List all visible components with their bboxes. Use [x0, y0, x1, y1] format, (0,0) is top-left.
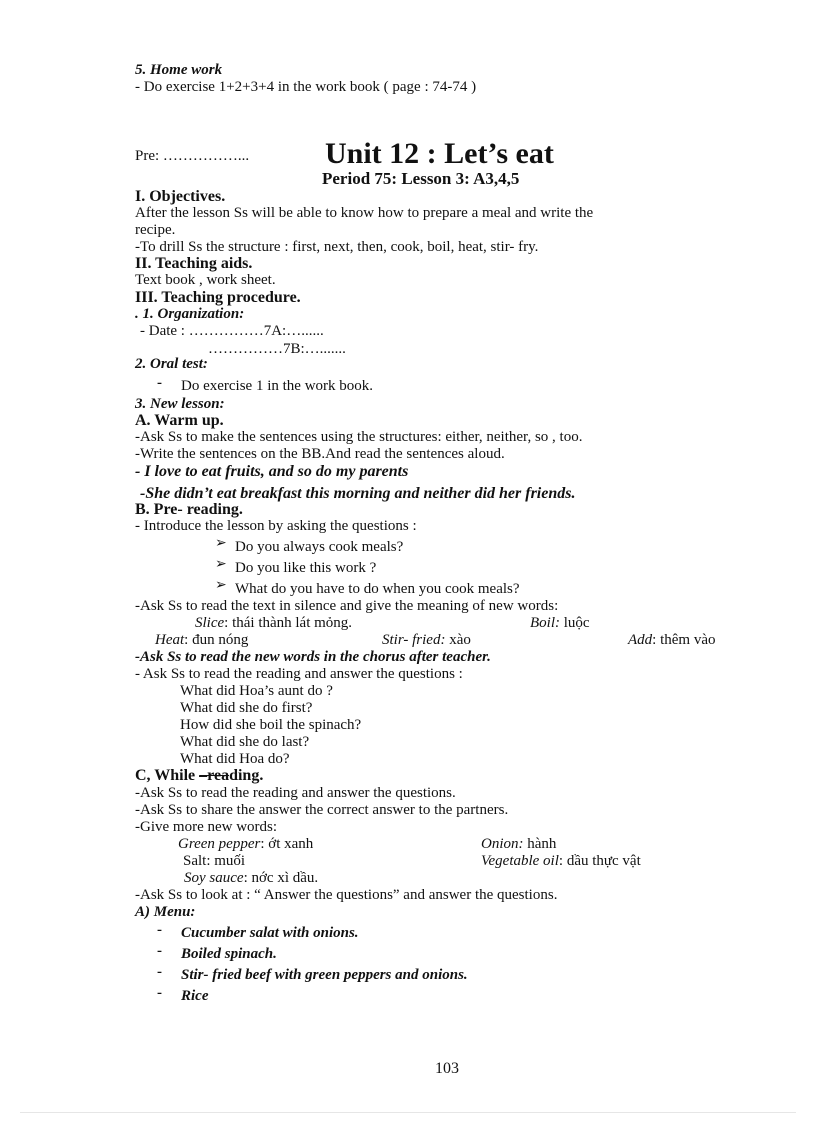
answer-intro-line: - Ask Ss to read the reading and answer the questions : [135, 666, 463, 682]
vocab-word: Heat [155, 632, 185, 648]
page-divider [20, 1112, 796, 1113]
reading-question: How did she boil the spinach? [180, 717, 362, 733]
heading-part: ding. [229, 767, 264, 784]
period-subtitle: Period 75: Lesson 3: A3,4,5 [322, 169, 520, 188]
page-title: Unit 12 : Let’s eat [325, 137, 554, 170]
vocab-meaning: luộc [560, 615, 590, 631]
pre-date: Pre: ……………... [135, 148, 250, 164]
menu-item: Cucumber salat with onions. [181, 925, 359, 941]
whilereading-line-3: -Give more new words: [135, 819, 278, 835]
vocab-word: Stir- fried: [382, 632, 446, 648]
vocab-vegetable-oil [481, 853, 641, 870]
prereading-question: Do you always cook meals? [235, 539, 404, 555]
vocab-salt: Salt: muối [183, 853, 246, 869]
vocab-meaning: hành [523, 836, 557, 852]
page-number: 103 [435, 1060, 459, 1077]
vocab-word: Vegetable oil [481, 853, 559, 869]
date-line-7a: - Date : ……………7A:…...... [140, 323, 324, 339]
vocab-meaning: : dầu thực vật [558, 853, 641, 869]
date-line-7b: ……………7B:…....... [208, 341, 346, 357]
warmup-example-1: - I love to eat fruits, and so do my parents [135, 463, 409, 480]
warmup-heading: A. Warm up. [135, 412, 224, 429]
objectives-heading: I. Objectives. [135, 188, 226, 205]
homework-heading: 5. Home work [135, 62, 223, 78]
prereading-question: What do you have to do when you cook meals? [235, 581, 520, 597]
whilereading-heading [135, 767, 263, 784]
whilereading-line-2: -Ask Ss to share the answer the correct answer to the partners. [135, 802, 509, 818]
objectives-line-3: -To drill Ss the structure : first, next, then, cook, boil, heat, stir- fry. [135, 239, 539, 255]
vocab-meaning: : nớc xì dầu. [243, 870, 319, 886]
bullet-dash: - [157, 985, 162, 1001]
prereading-intro: - Introduce the lesson by asking the questions : [135, 518, 417, 534]
prereading-question: Do you like this work ? [235, 560, 377, 576]
oral-test-item: Do exercise 1 in the work book. [181, 378, 374, 394]
reading-question: What did Hoa’s aunt do ? [180, 683, 333, 699]
prereading-heading: B. Pre- reading. [135, 501, 243, 518]
bullet-dash: - [157, 375, 162, 391]
aids-heading: II. Teaching aids. [135, 255, 253, 272]
vocab-word: Onion: [481, 836, 524, 852]
vocab-meaning: xào [445, 632, 471, 648]
vocab-word: Add [628, 632, 653, 648]
vocab-onion [481, 836, 556, 853]
vocab-boil [530, 615, 590, 632]
menu-heading: A) Menu: [135, 904, 196, 920]
objectives-line-1: After the lesson Ss will be able to know how to prepare a meal and write the [135, 205, 594, 221]
bullet-dash: - [157, 943, 162, 959]
reading-question: What did she do first? [180, 700, 313, 716]
arrow-bullet-icon: ➢ [215, 557, 227, 572]
oral-test-heading: 2. Oral test: [135, 356, 208, 372]
bullet-dash: - [157, 922, 162, 938]
menu-item: Boiled spinach. [181, 946, 277, 962]
aids-line: Text book , work sheet. [135, 272, 276, 288]
vocab-slice [195, 615, 352, 632]
arrow-bullet-icon: ➢ [215, 536, 227, 551]
vocab-meaning: : ớt xanh [260, 836, 314, 852]
vocab-word: Boil: [530, 615, 560, 631]
vocab-meaning: : thêm vào [652, 632, 716, 648]
arrow-bullet-icon: ➢ [215, 578, 227, 593]
bullet-dash: - [157, 964, 162, 980]
whilereading-line-1: -Ask Ss to read the reading and answer the questions. [135, 785, 456, 801]
warmup-line-1: -Ask Ss to make the sentences using the structures: either, neither, so , too. [135, 429, 583, 445]
chorus-line: -Ask Ss to read the new words in the chorus after teacher. [135, 649, 491, 665]
reading-question: What did Hoa do? [180, 751, 290, 767]
warmup-line-2: -Write the sentences on the BB.And read the sentences aloud. [135, 446, 505, 462]
vocab-green-pepper [178, 836, 313, 853]
organization-heading: . 1. Organization: [135, 306, 245, 322]
look-answer-line: -Ask Ss to look at : “ Answer the questions” and answer the questions. [135, 887, 558, 903]
warmup-example-2: -She didn’t eat breakfast this morning and neither did her friends. [140, 485, 576, 502]
heading-strike-part: –rea [199, 767, 230, 784]
reading-question: What did she do last? [180, 734, 310, 750]
vocab-word: Soy sauce [184, 870, 244, 886]
vocab-meaning: : thái thành lát mỏng. [224, 615, 353, 631]
new-lesson-heading: 3. New lesson: [135, 396, 225, 412]
vocab-stir-fried [382, 632, 471, 649]
vocab-word: Green pepper [178, 836, 261, 852]
read-silence-line: -Ask Ss to read the text in silence and give the meaning of new words: [135, 598, 559, 614]
heading-part: C, While [135, 767, 200, 784]
menu-item: Stir- fried beef with green peppers and onions. [181, 967, 468, 983]
vocab-heat [155, 632, 248, 649]
vocab-meaning: : đun nóng [184, 632, 249, 648]
vocab-add [628, 632, 716, 649]
homework-line: - Do exercise 1+2+3+4 in the work book ( page : 74-74 ) [135, 79, 477, 95]
menu-item: Rice [181, 988, 209, 1004]
vocab-soy-sauce [184, 870, 318, 887]
objectives-line-2: recipe. [135, 222, 176, 238]
vocab-word: Slice [195, 615, 225, 631]
procedure-heading: III. Teaching procedure. [135, 289, 301, 306]
